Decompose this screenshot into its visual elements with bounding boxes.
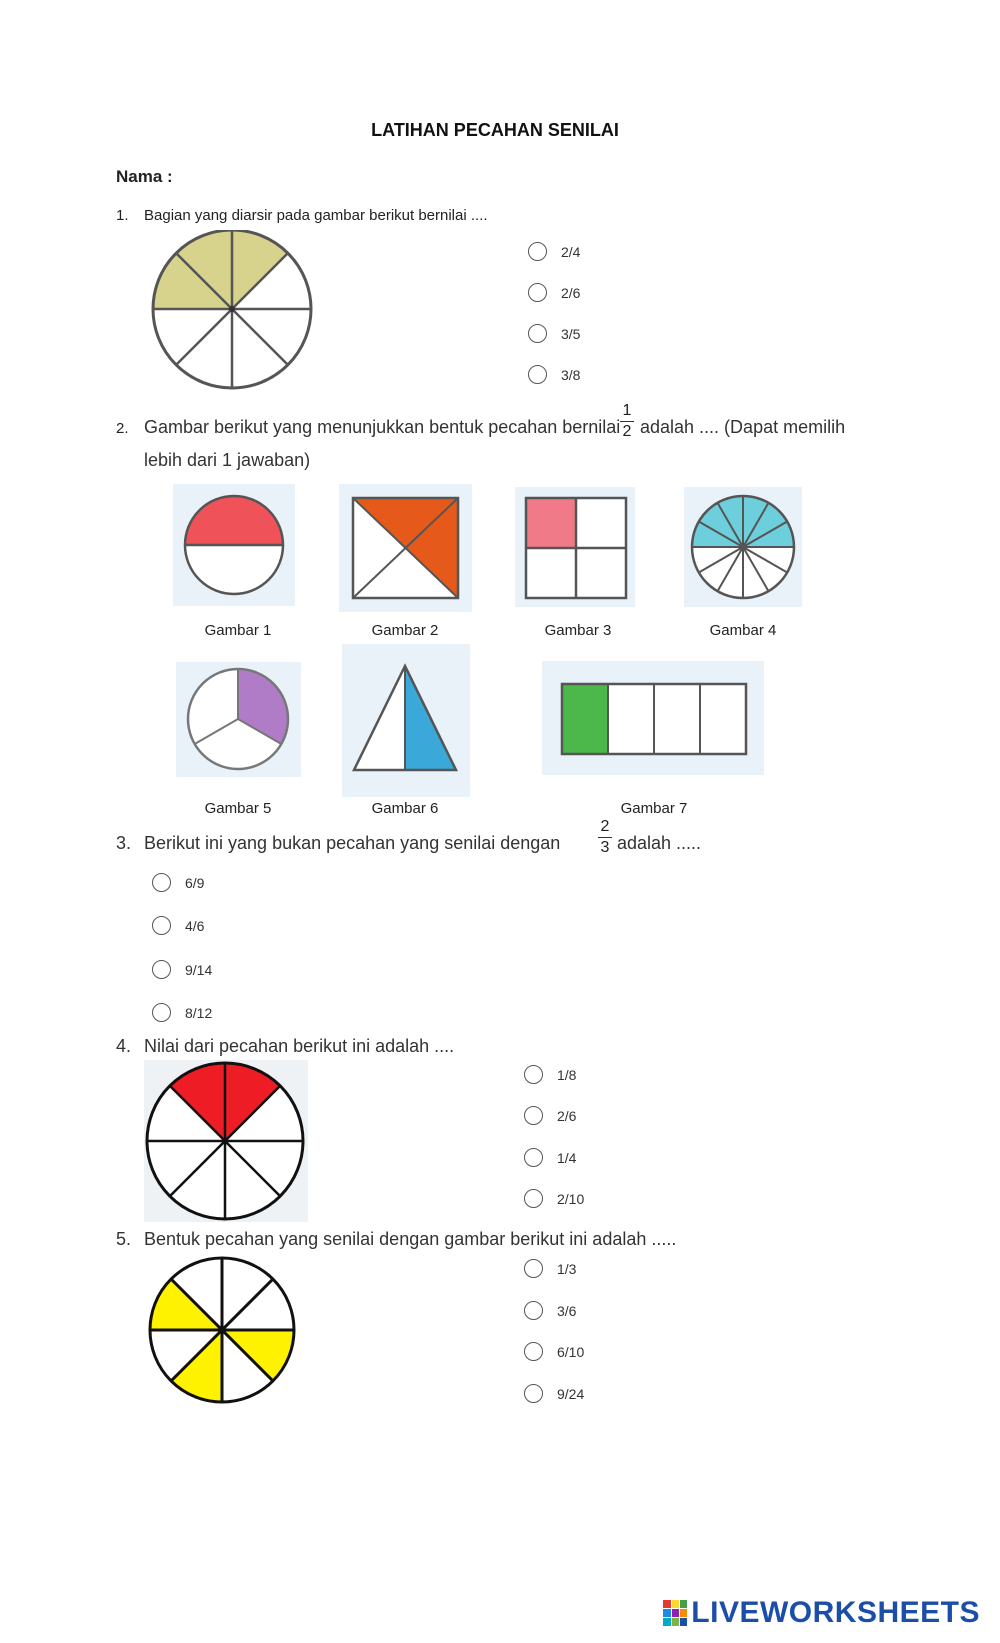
question-1-circle-figure [150, 230, 315, 395]
question-2-number: 2. [116, 420, 129, 437]
question-3-text: Berikut ini yang bukan pecahan yang senilai dengan [144, 833, 561, 853]
gambar-5-figure[interactable] [176, 662, 301, 777]
q4-option-a[interactable] [524, 1065, 576, 1084]
question-3-fraction [598, 818, 612, 857]
radio-button[interactable] [524, 1342, 543, 1361]
option-label: 2/6 [557, 1107, 577, 1124]
question-4-circle-figure [144, 1060, 308, 1222]
question-2-text-after: adalah .... (Dapat memilih [640, 417, 846, 437]
option-label: 4/6 [185, 917, 205, 934]
gambar-3-shaded-square [526, 498, 576, 548]
q1-option-a[interactable] [528, 242, 580, 261]
fraction-denominator: 2 [622, 423, 632, 440]
question-1-number: 1. [116, 207, 129, 224]
option-label: 3/5 [561, 325, 581, 342]
q5-option-c[interactable] [524, 1342, 584, 1361]
radio-button[interactable] [524, 1148, 543, 1167]
gambar-6-caption: Gambar 6 [371, 800, 439, 817]
gambar-3-caption: Gambar 3 [544, 622, 612, 639]
gambar-6-figure[interactable] [342, 644, 470, 797]
question-4-text: Nilai dari pecahan berikut ini adalah .... [144, 1036, 455, 1056]
fraction-denominator: 3 [600, 839, 610, 856]
q1-option-d[interactable] [528, 365, 580, 384]
gambar-1-figure[interactable] [173, 484, 295, 606]
option-label: 2/6 [561, 284, 581, 301]
option-label: 1/4 [557, 1149, 577, 1166]
q5-option-a[interactable] [524, 1259, 576, 1278]
question-3-number: 3. [116, 833, 132, 853]
option-label: 1/3 [557, 1260, 577, 1277]
name-label: Nama : [116, 167, 173, 186]
q3-option-b[interactable] [152, 916, 204, 935]
question-5-circle-figure [148, 1255, 298, 1405]
option-label: 6/10 [557, 1343, 585, 1360]
question-5-text: Bentuk pecahan yang senilai dengan gambar berikut ini adalah ..... [144, 1229, 677, 1249]
q4-option-d[interactable] [524, 1189, 584, 1208]
question-1-text: Bagian yang diarsir pada gambar berikut bernilai .... [144, 207, 488, 224]
fraction-numerator: 1 [622, 402, 632, 419]
q3-option-d[interactable] [152, 1003, 212, 1022]
radio-button[interactable] [152, 960, 171, 979]
gambar-1-caption: Gambar 1 [204, 622, 272, 639]
liveworksheets-logo-icon [663, 1600, 687, 1626]
q3-option-c[interactable] [152, 960, 212, 979]
gambar-2-caption: Gambar 2 [371, 622, 439, 639]
fraction-numerator: 2 [600, 818, 610, 835]
q1-shaded-sector [232, 230, 288, 309]
q3-option-a[interactable] [152, 873, 204, 892]
radio-button[interactable] [528, 283, 547, 302]
radio-button[interactable] [152, 1003, 171, 1022]
option-label: 8/12 [185, 1004, 213, 1021]
radio-button[interactable] [528, 365, 547, 384]
q5-option-b[interactable] [524, 1301, 576, 1320]
option-label: 9/24 [557, 1385, 585, 1402]
option-label: 3/8 [561, 366, 581, 383]
gambar-3-figure[interactable] [515, 487, 635, 607]
radio-button[interactable] [524, 1189, 543, 1208]
question-3-text-after: adalah ..... [617, 833, 702, 853]
liveworksheets-logo-text: LIVEWORKSHEETS [691, 1596, 980, 1629]
q4-option-c[interactable] [524, 1148, 576, 1167]
radio-button[interactable] [152, 873, 171, 892]
option-label: 2/4 [561, 243, 581, 260]
radio-button[interactable] [528, 324, 547, 343]
q1-option-c[interactable] [528, 324, 580, 343]
radio-button[interactable] [524, 1065, 543, 1084]
question-2-text: Gambar berikut yang menunjukkan bentuk pecahan bernilai [144, 417, 621, 437]
radio-button[interactable] [152, 916, 171, 935]
radio-button[interactable] [524, 1301, 543, 1320]
option-label: 6/9 [185, 874, 205, 891]
option-label: 1/8 [557, 1066, 577, 1083]
question-5-number: 5. [116, 1229, 132, 1249]
gambar-4-caption: Gambar 4 [709, 622, 777, 639]
gambar-7-figure[interactable] [542, 661, 764, 775]
radio-button[interactable] [524, 1384, 543, 1403]
radio-button[interactable] [528, 242, 547, 261]
gambar-2-figure[interactable] [339, 484, 472, 612]
gambar-5-caption: Gambar 5 [204, 800, 272, 817]
q5-option-d[interactable] [524, 1384, 584, 1403]
option-label: 3/6 [557, 1302, 577, 1319]
liveworksheets-logo[interactable] [663, 1596, 980, 1630]
page-title: LATIHAN PECAHAN SENILAI [371, 120, 619, 140]
q1-option-b[interactable] [528, 283, 580, 302]
question-2-text-line2: lebih dari 1 jawaban) [144, 450, 311, 470]
question-2-fraction [620, 402, 634, 441]
gambar-4-figure[interactable] [684, 487, 802, 607]
gambar-7-shaded-part [562, 684, 608, 754]
option-label: 9/14 [185, 961, 213, 978]
gambar-7-caption: Gambar 7 [620, 800, 688, 817]
radio-button[interactable] [524, 1106, 543, 1125]
option-label: 2/10 [557, 1190, 585, 1207]
radio-button[interactable] [524, 1259, 543, 1278]
q4-option-b[interactable] [524, 1106, 576, 1125]
question-4-number: 4. [116, 1036, 132, 1056]
